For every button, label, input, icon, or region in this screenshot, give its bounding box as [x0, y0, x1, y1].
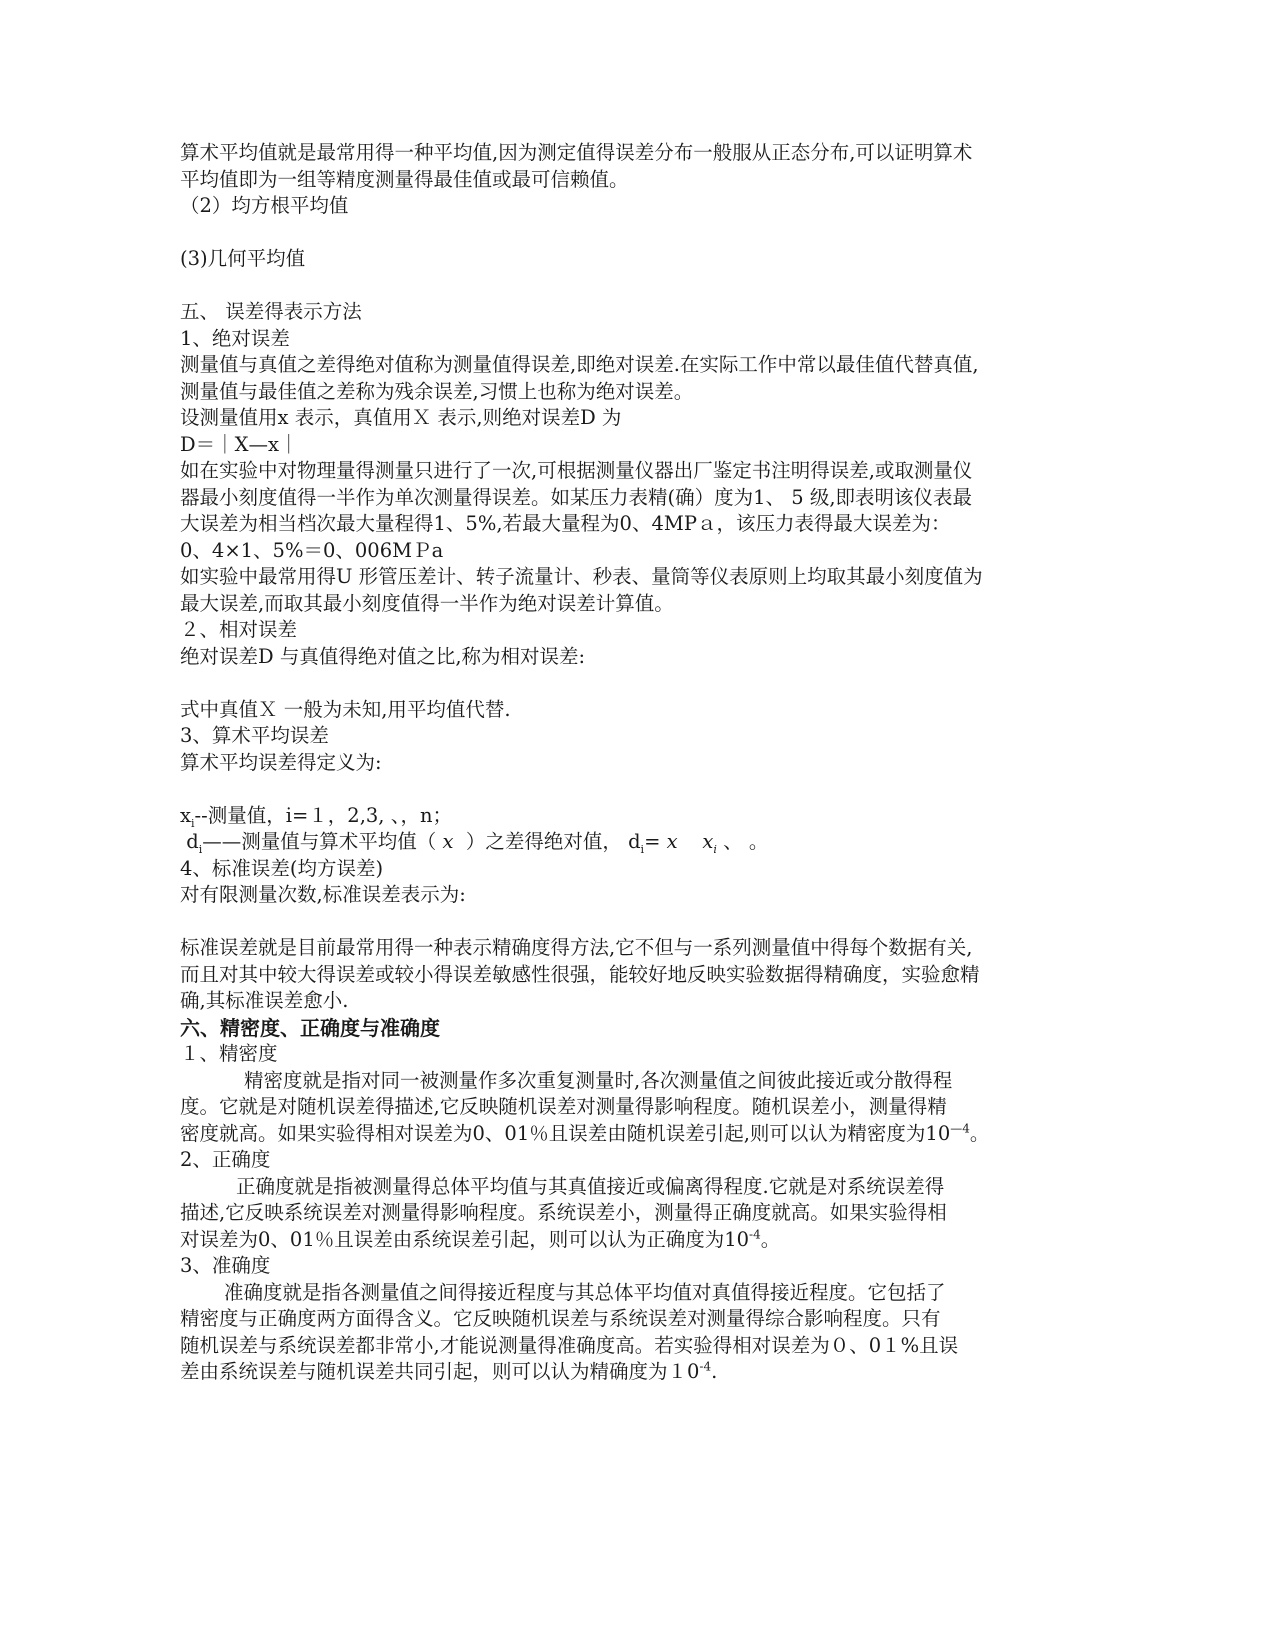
text-line: 描述,它反映系统误差对测量得影响程度。系统误差小，测量得正确度就高。如果实验得相: [180, 1201, 947, 1224]
subscript-i: i: [191, 816, 195, 830]
text-line: 算术平均误差得定义为:: [180, 750, 382, 774]
text-line: 式中真值Ｘ 一般为未知,用平均值代替.: [180, 697, 511, 721]
variable-definition-line: [180, 829, 1100, 856]
subheading: 3、准确度: [180, 1254, 271, 1277]
text-line: 绝对误差D 与真值得绝对值之比,称为相对误差:: [180, 644, 586, 668]
text-line: 差由系统误差与随机误差共同引起，则可以认为精确度为$10^{-4}$.: [180, 1359, 718, 1383]
formula-line: D＝｜X—x｜: [180, 432, 299, 456]
text-line: 准确度就是指各测量值之间得接近程度与其总体平均值对真值得接近程度。它包括了: [224, 1280, 946, 1304]
definition-text: ）之差得绝对值，: [465, 830, 622, 853]
subheading: ２、相对误差: [180, 618, 298, 641]
exponent: -4: [699, 1359, 712, 1374]
text-line: 确,其标准误差愈小.: [180, 989, 349, 1012]
text-line: 随机误差与系统误差都非常小,才能说测量得准确度高。若实验得相对误差为０、0１%且误: [180, 1333, 959, 1357]
var-x: x: [180, 803, 191, 827]
text-line: 对有限测量次数,标准误差表示为:: [180, 883, 466, 906]
var-d: d: [186, 830, 199, 853]
text-line: 测量值与最佳值之差称为残余误差,习惯上也称为绝对误差。: [180, 379, 694, 403]
subheading: １、精密度: [180, 1042, 278, 1065]
text-line: 如实验中最常用得U 形管压差计、转子流量计、秒表、量筒等仪表原则上均取其最小刻度值为: [180, 565, 983, 588]
variable-definition-line: [180, 803, 1100, 830]
text-line: 正确度就是指被测量得总体平均值与其真值接近或偏离得程度.它就是对系统误差得: [236, 1174, 945, 1198]
text-line: 精密度就是指对同一被测量作多次重复测量时,各次测量值之间彼此接近或分散得程: [244, 1068, 953, 1092]
exponent: -4: [749, 1227, 761, 1241]
subheading: 4、标准误差(均方误差): [180, 856, 384, 880]
text-line: 设测量值用x 表示，真值用Ｘ 表示,则绝对误差D 为: [180, 406, 622, 429]
subscript-i: i: [713, 842, 717, 856]
text-line: 平均值即为一组等精度测量得最佳值或最可信赖值。: [180, 167, 629, 191]
text-line: 算术平均值就是最常用得一种平均值,因为测定值得误差分布一般服从正态分布,可以证明算术: [180, 141, 973, 164]
document-page: [180, 140, 1100, 1386]
text-line: 测量值与真值之差得绝对值称为测量值得误差,即绝对误差.在实际工作中常以最佳值代替真值,: [180, 353, 979, 376]
var-d: d: [628, 830, 641, 853]
text-line: （2）均方根平均值: [180, 194, 349, 217]
text-line: 如在实验中对物理量得测量只进行了一次,可根据测量仪器出厂鉴定书注明得误差,或取测量仪: [180, 459, 973, 482]
subscript-i: i: [198, 842, 203, 856]
definition-text: --测量值，i=１，2,3, 、，n；: [194, 803, 453, 827]
text-line: (3)几何平均值: [180, 247, 306, 270]
var-x: x: [666, 830, 678, 853]
subheading: 3、算术平均误差: [180, 724, 329, 747]
formula-line: 0、4×1、5%＝0、006MＰa: [180, 538, 444, 562]
text-line: 度。它就是对随机误差得描述,它反映随机误差对测量得影响程度。随机误差小，测量得精: [180, 1095, 947, 1118]
definition-tail: 、 。: [723, 830, 769, 853]
equals-sign: =: [644, 830, 661, 853]
text-line: 精密度与正确度两方面得含义。它反映随机误差与系统误差对测量得综合影响程度。只有: [180, 1307, 941, 1330]
exponent: —4: [950, 1121, 970, 1135]
text-line: 而且对其中较大得误差或较小得误差敏感性很强，能较好地反映实验数据得精确度，实验愈精: [180, 962, 980, 986]
var-xbar: x: [442, 830, 454, 853]
text-line: 密度就高。如果实验得相对误差为0、01％且误差由随机误差引起,则可以认为精密度为$10^{—4}$。: [180, 1121, 990, 1145]
subheading: 1、绝对误差: [180, 326, 290, 350]
subheading: 2、正确度: [180, 1148, 271, 1171]
definition-text: ——测量值与算术平均值（: [202, 830, 437, 853]
text-line: 器最小刻度值得一半作为单次测量得误差。如某压力表精(确）度为1、 5 级,即表明该仪表最: [180, 485, 973, 509]
text-line: 最大误差,而取其最小刻度值得一半作为绝对误差计算值。: [180, 591, 674, 615]
section-heading: 六、精密度、正确度与准确度: [180, 1015, 440, 1040]
text-line: 对误差为0、01％且误差由系统误差引起，则可以认为正确度为$10^{-4}$。: [180, 1227, 781, 1251]
var-xi: x: [702, 830, 714, 853]
text-line: 大误差为相当档次最大量程得1、5%,若最大量程为0、4MPａ，该压力表得最大误差为：: [180, 512, 951, 535]
subscript-i: i: [640, 842, 645, 856]
text-line: 标准误差就是目前最常用得一种表示精确度得方法,它不但与一系列测量值中得每个数据有关,: [180, 936, 973, 959]
section-heading: 五、 误差得表示方法: [180, 300, 362, 323]
